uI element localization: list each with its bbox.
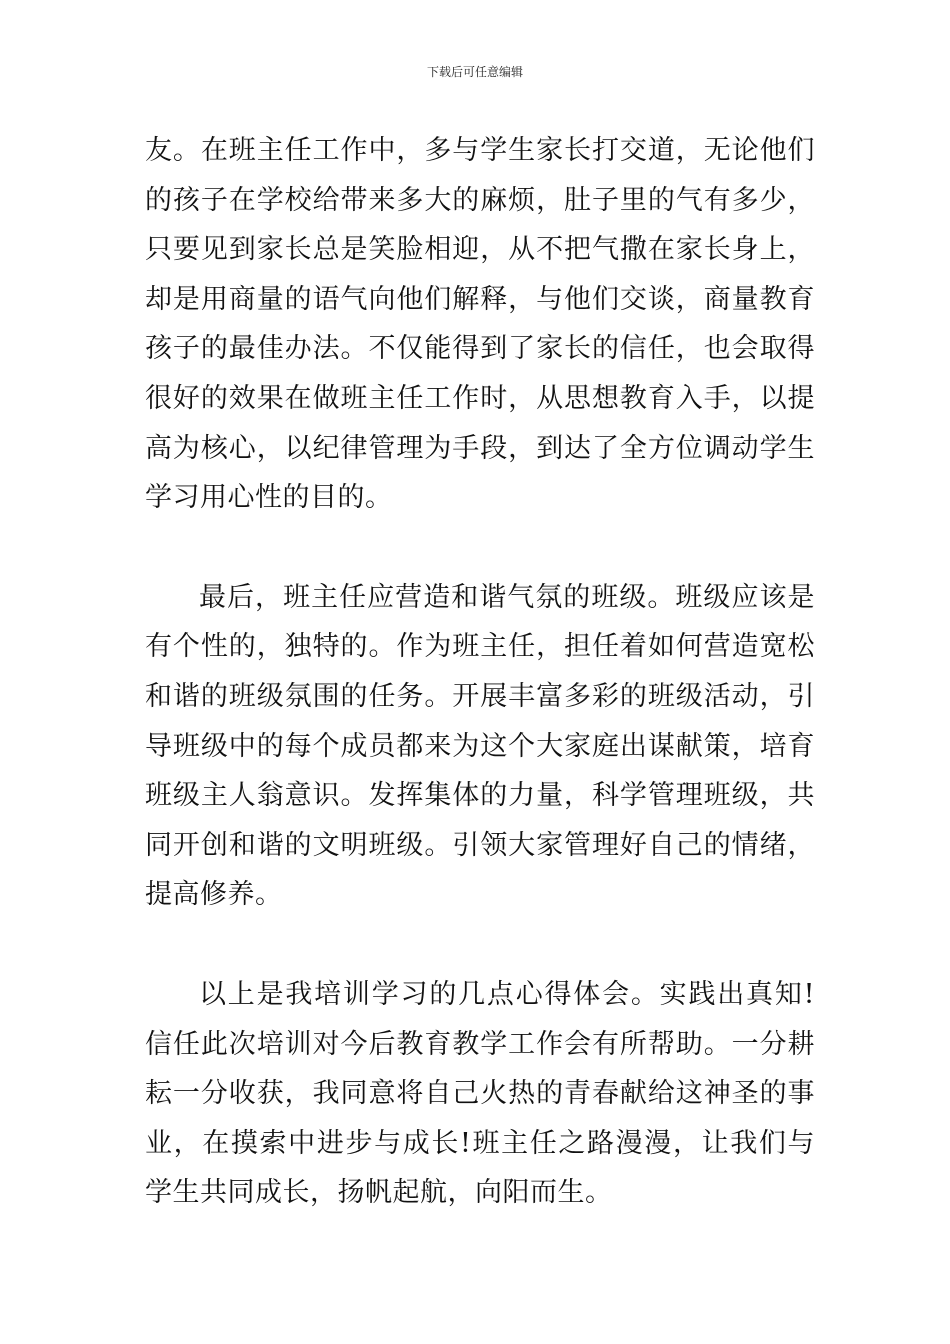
paragraph-class-atmosphere: 最后，班主任应营造和谐气氛的班级。班级应该是有个性的，独特的。作为班主任，担任着如何营造宽松和谐的班级氛围的任务。开展丰富多彩的班级活动，引导班级中的每个成员都来为这个大家庭出谋献策，培育班级主人翁意识。发挥集体的力量，科学管理班级，共同开创和谐的文明班级。引领大家管理好自己的情绪，提高修养。: [145, 581, 815, 911]
paragraph-conclusion: 以上是我培训学习的几点心得体会。实践出真知!信任此次培训对今后教育教学工作会有所帮助。一分耕耘一分收获，我同意将自己火热的青春献给这神圣的事业，在摸索中进步与成长!班主任之路漫漫，让我们与学生共同成长，扬帆起航，向阳而生。: [145, 978, 815, 1209]
document-body: [145, 126, 815, 1218]
page-header: 下载后可任意编辑: [426, 65, 523, 79]
paragraph-continued: 友。在班主任工作中，多与学生家长打交道，无论他们的孩子在学校给带来多大的麻烦，肚子里的气有多少，只要见到家长总是笑脸相迎，从不把气撒在家长身上，却是用商量的语气向他们解释，与他们交谈，商量教育孩子的最佳办法。不仅能得到了家长的信任，也会取得很好的效果在做班主任工作时，从思想教育入手，以提高为核心，以纪律管理为手段，到达了全方位调动学生学习用心性的目的。: [145, 135, 815, 514]
